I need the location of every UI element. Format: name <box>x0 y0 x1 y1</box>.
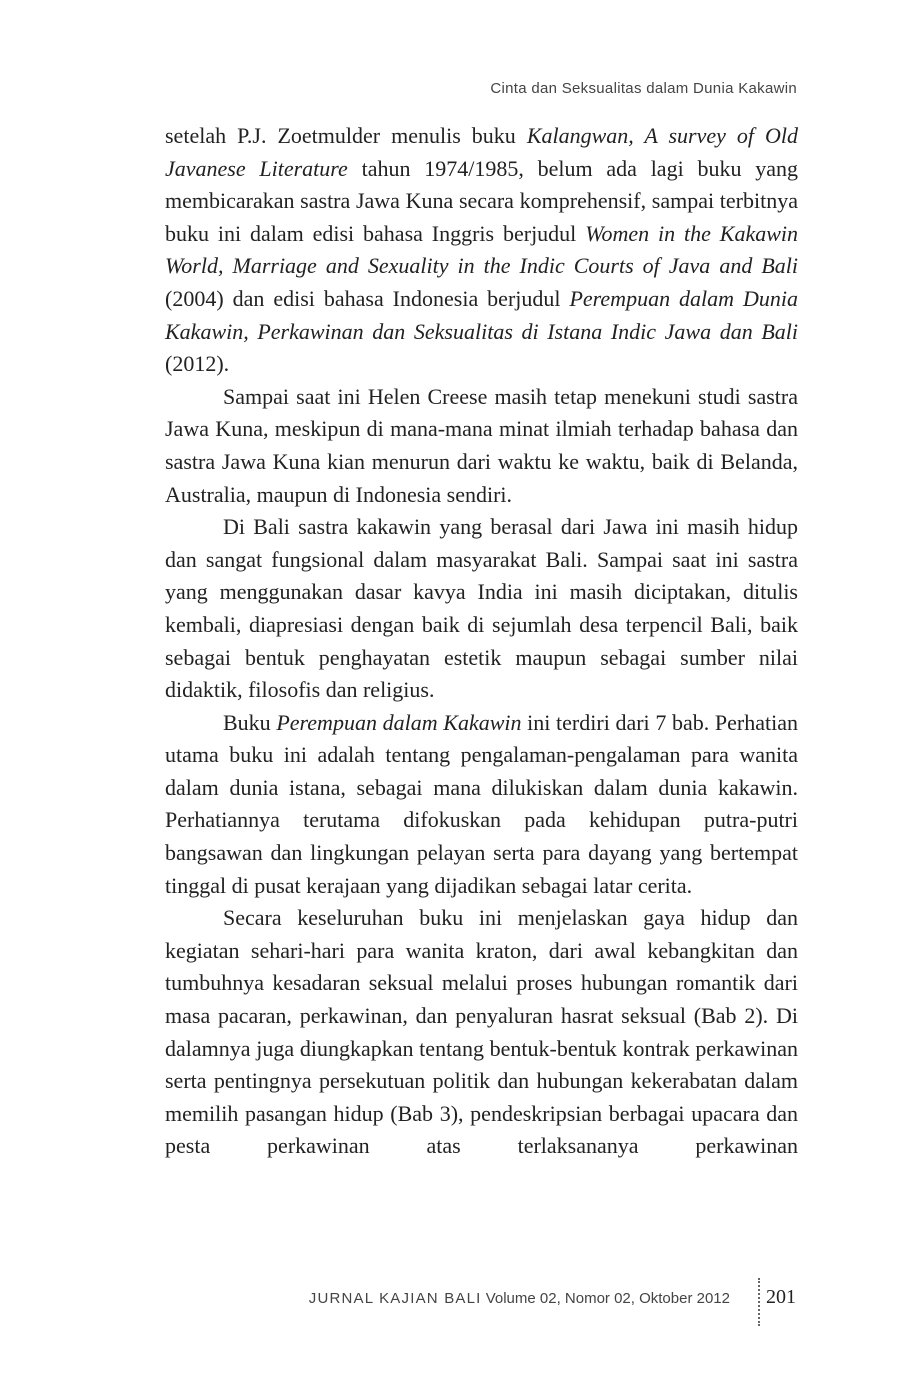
footer-divider <box>758 1278 760 1326</box>
italic-title-text: Women in the Kakawin World, Marriage and Sexuality in the Indic Courts of Java and Bali <box>165 220 798 279</box>
paragraph-text: (2004) dan edisi bahasa Indonesia berjudul <box>165 285 570 311</box>
paragraph-text: Di Bali sastra kakawin yang berasal dari Jawa ini masih hidup dan sangat fungsional dalam masyarakat Bali. Sampai saat ini sastra yang menggunakan dasar kavya India ini masih diciptakan, ditulis kembali, diapresiasi dengan baik di sejumlah desa terpencil Bali, baik sebagai bentuk penghayatan estetik maupun sebagai sumber nilai didaktik, filosofis dan religius. <box>165 514 798 703</box>
paragraph <box>165 707 798 903</box>
paragraph <box>165 902 798 1163</box>
paragraph <box>165 120 798 381</box>
body-text <box>165 120 798 1163</box>
paragraph-text: tahun 1974/1985, belum ada lagi buku yang membicarakan sastra Jawa Kuna secara komprehensif, sampai terbitnya buku ini dalam edisi bahasa Inggris berjudul <box>165 155 799 246</box>
paragraph-text: (2012). <box>165 351 230 377</box>
italic-title-text: Perempuan dalam Dunia Kakawin, Perkawinan dan Seksualitas di Istana Indic Jawa dan Bali <box>165 285 798 344</box>
paragraph-text: Buku <box>223 709 277 735</box>
italic-title-text: Kalangwan, A survey of Old Javanese Literature <box>165 123 799 181</box>
paragraph <box>165 511 798 707</box>
journal-name: JURNAL KAJIAN BALI <box>308 1290 482 1307</box>
paragraph-text: Secara keseluruhan buku ini menjelaskan gaya hidup dan kegiatan sehari-hari para wanita kraton, dari awal kebangkitan dan tumbuhnya kesadaran seksual melalui proses hubungan romantik dari masa pacaran, perkawinan, dan penyaluran hasrat seksual (Bab 2). Di dalamnya juga diungkapkan tentang bentuk-bentuk kontrak perkawinan serta pentingnya persekutuan politik dan hubungan kekerabatan dalam memilih pasangan hidup (Bab 3), pendeskripsian berbagai upacara dan pesta perkawinan atas terlaksananya perkawinan <box>165 905 798 1159</box>
running-title: Cinta dan Seksualitas dalam Dunia Kakawin <box>490 80 797 97</box>
italic-title-text: Perempuan dalam Kakawin <box>276 709 522 735</box>
paragraph-text: setelah P.J. Zoetmulder menulis buku <box>165 123 527 148</box>
journal-footer <box>309 1290 730 1307</box>
page-number: 201 <box>766 1286 796 1308</box>
paragraph-text: ini terdiri dari 7 bab. Perhatian utama buku ini adalah tentang pengalaman-pengalaman para wanita dalam dunia istana, sebagai mana dilukiskan dalam dunia kakawin. Perhatiannya terutama difokuskan pada kehidupan putra-putri bangsawan dan lingkungan pelayan serta para dayang yang bertempat tinggal di pusat kerajaan yang dijadikan sebagai latar cerita. <box>165 709 798 898</box>
paragraph <box>165 381 798 511</box>
journal-issue: Volume 02, Nomor 02, Oktober 2012 <box>485 1290 730 1307</box>
paragraph-text: Sampai saat ini Helen Creese masih tetap menekuni studi sastra Jawa Kuna, meskipun di mana-mana minat ilmiah terhadap bahasa dan sastra Jawa Kuna kian menurun dari waktu ke waktu, baik di Belanda, Australia, maupun di Indonesia sendiri. <box>165 383 798 507</box>
